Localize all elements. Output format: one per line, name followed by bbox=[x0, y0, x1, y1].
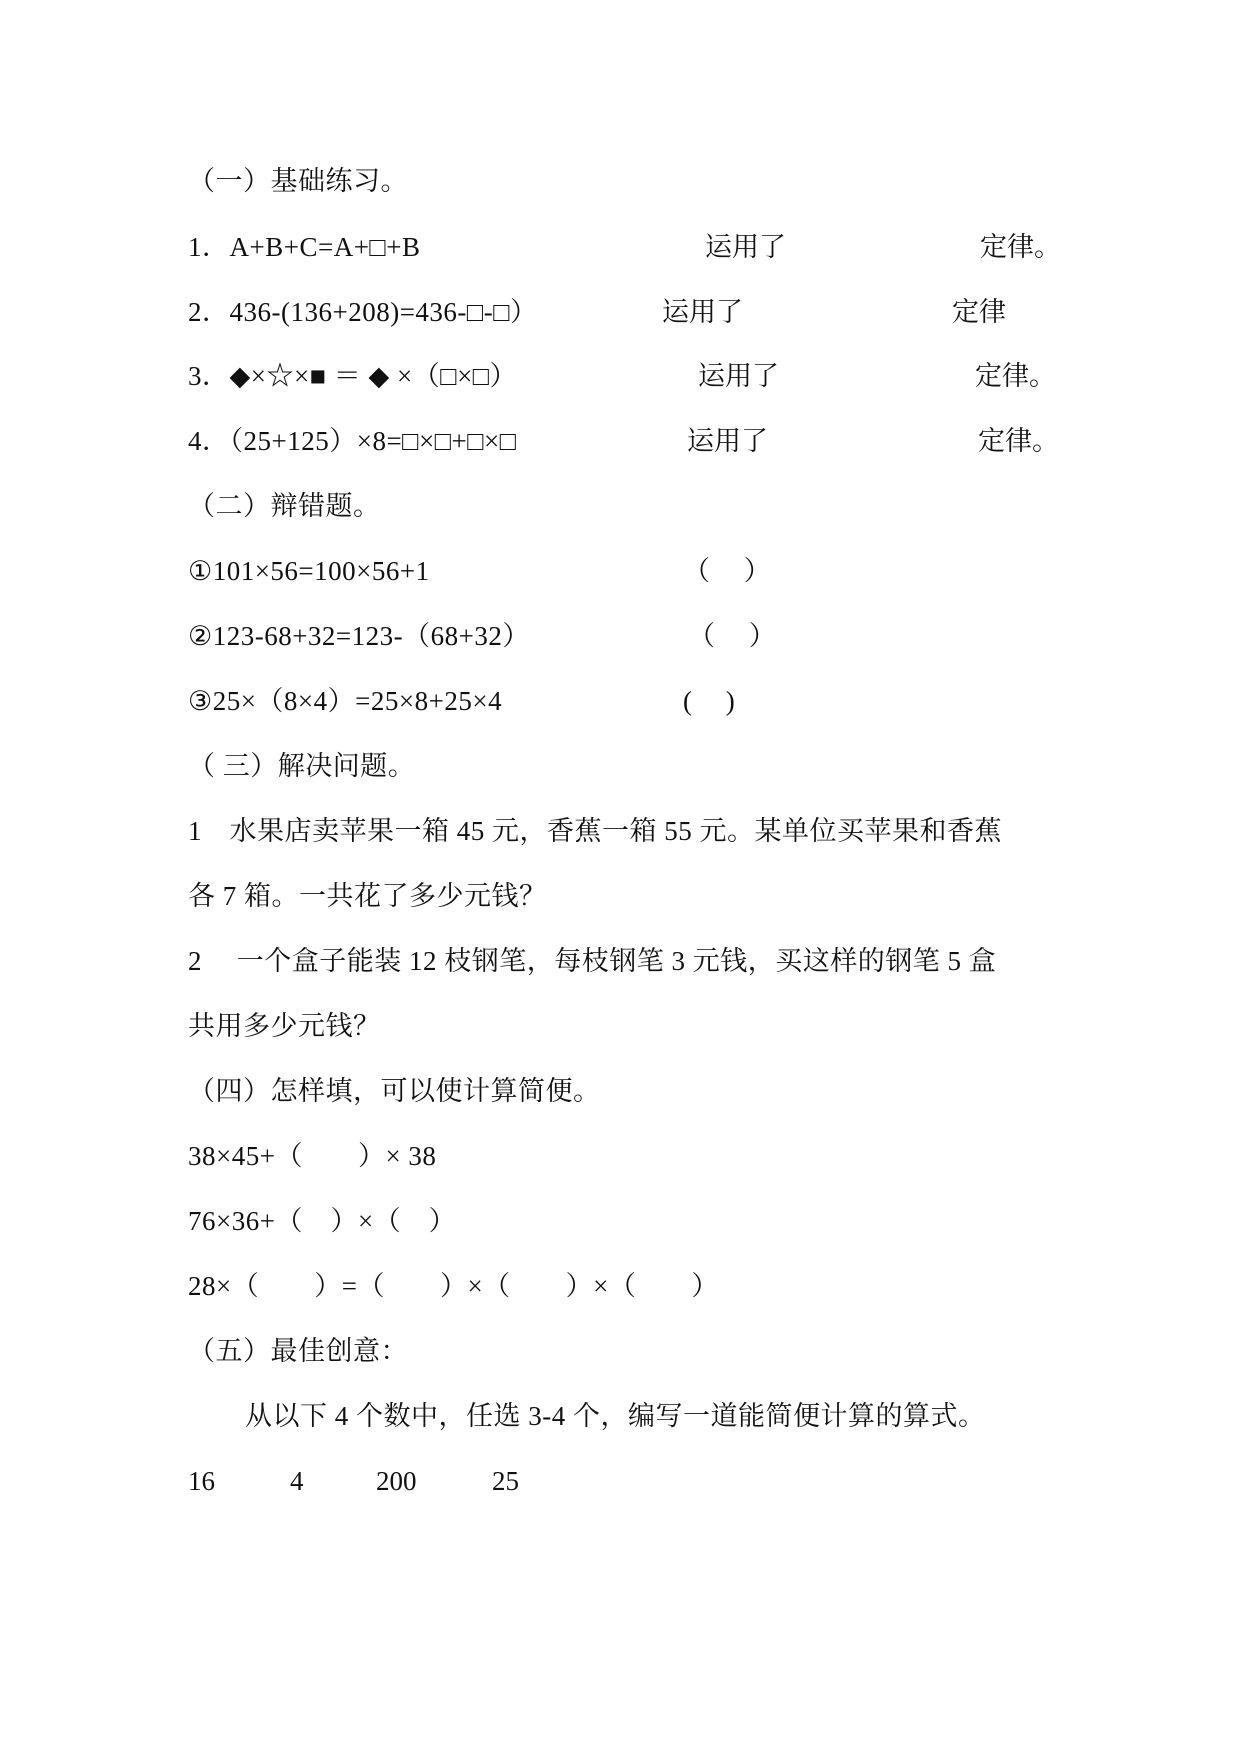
s3-problem1-line1: 1 水果店卖苹果一箱 45 元，香蕉一箱 55 元。某单位买苹果和香蕉 bbox=[188, 816, 1002, 846]
s5-number-1: 16 bbox=[188, 1466, 215, 1496]
s5-number-2: 4 bbox=[290, 1466, 304, 1496]
s5-number-4: 25 bbox=[492, 1466, 519, 1496]
s3-problem2-line1: 2 一个盒子能装 12 枝钢笔，每枝钢笔 3 元钱，买这样的钢笔 5 盒 bbox=[188, 946, 997, 976]
s1-item2-expr: 2．436-(136+208)=436-□-□） bbox=[188, 297, 538, 327]
s2-item3-paren: ( ) bbox=[683, 686, 735, 716]
s3-problem1-line2: 各 7 箱。一共花了多少元钱？ bbox=[188, 881, 547, 911]
s5-instruction: 从以下 4 个数中，任选 3-4 个，编写一道能简便计算的算式。 bbox=[245, 1401, 986, 1431]
s4-item3: 28×（ ）=（ ）×（ ）×（ ） bbox=[188, 1271, 719, 1301]
section4-title: （四）怎样填，可以使计算简便。 bbox=[188, 1076, 601, 1106]
s4-item1: 38×45+（ ）× 38 bbox=[188, 1141, 437, 1171]
s1-item3-used: 运用了 bbox=[698, 361, 779, 391]
s2-item2-expr: ②123-68+32=123-（68+32） bbox=[188, 621, 530, 651]
s3-problem2-line2: 共用多少元钱？ bbox=[188, 1011, 381, 1041]
section2-title: （二）辩错题。 bbox=[188, 491, 381, 521]
s1-item3-law: 定律。 bbox=[975, 361, 1056, 391]
s1-item4-expr: 4．（25+125）×8=□×□+□×□ bbox=[188, 426, 517, 456]
section1-title: （一）基础练习。 bbox=[188, 166, 408, 196]
s1-item1-law: 定律。 bbox=[980, 232, 1061, 262]
s1-item1-used: 运用了 bbox=[705, 232, 786, 262]
s2-item3-expr: ③25×（8×4）=25×8+25×4 bbox=[188, 686, 503, 716]
s2-item1-paren: （ ） bbox=[683, 556, 771, 586]
s2-item2-paren: （ ） bbox=[688, 621, 776, 651]
s1-item3-expr: 3．◆×☆×■ ＝ ◆ ×（□×□） bbox=[188, 361, 518, 391]
s2-item1-expr: ①101×56=100×56+1 bbox=[188, 556, 430, 586]
section5-title: （五）最佳创意： bbox=[188, 1336, 408, 1366]
s1-item4-used: 运用了 bbox=[687, 426, 768, 456]
s1-item2-law: 定律 bbox=[952, 297, 1006, 327]
section3-title: （ 三）解决问题。 bbox=[188, 751, 416, 781]
s1-item2-used: 运用了 bbox=[662, 297, 743, 327]
s1-item1-expr: 1．A+B+C=A+□+B bbox=[188, 232, 421, 262]
s1-item4-law: 定律。 bbox=[978, 426, 1059, 456]
s5-number-3: 200 bbox=[376, 1466, 417, 1496]
s4-item2: 76×36+（ ）×（ ） bbox=[188, 1206, 457, 1236]
